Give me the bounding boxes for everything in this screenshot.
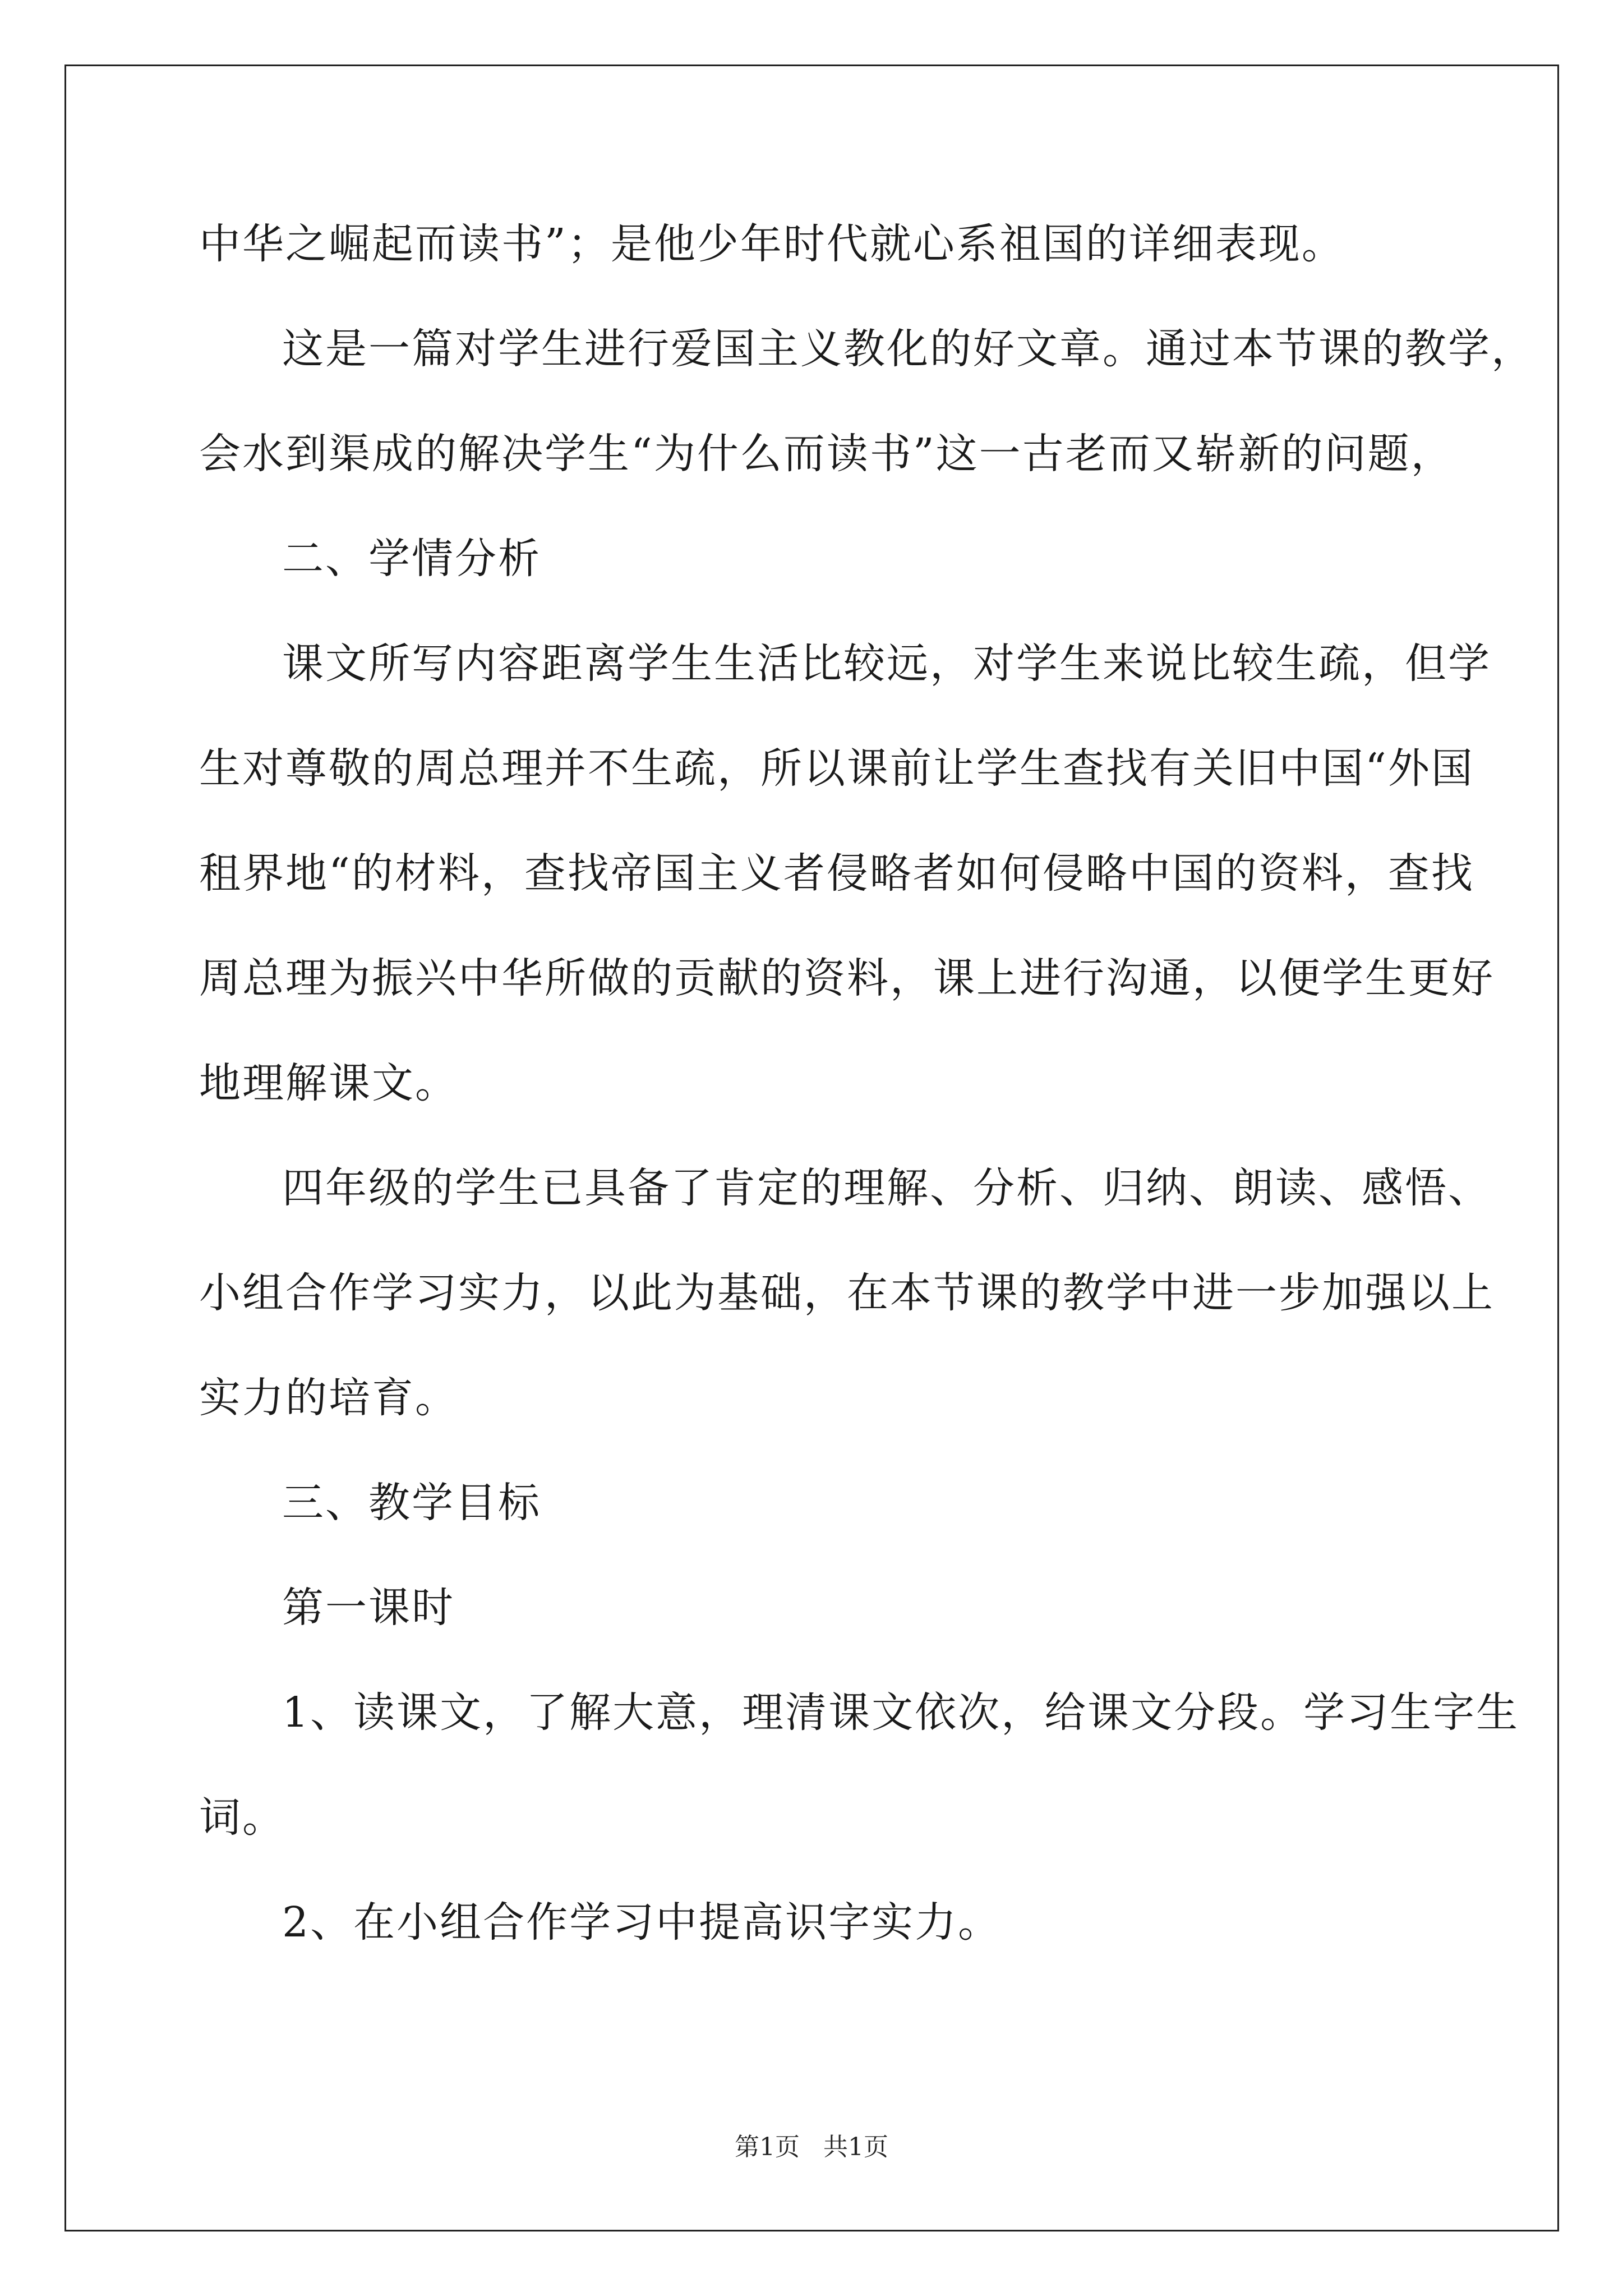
paragraph-line-2: 这是一篇对学生进行爱国主义教化的好文章。通过本节课的教学， bbox=[282, 325, 1534, 373]
goal-item-1: 1、读课文，了解大意，理清课文依次，给课文分段。学习生字生 bbox=[282, 1688, 1520, 1737]
goal-item-1-continued: 词。 bbox=[199, 1793, 285, 1842]
paragraph-line-9: 地理解课文。 bbox=[199, 1059, 458, 1107]
paragraph-line-5: 课文所写内容距离学生生活比较远，对学生来说比较生疏，但学 bbox=[282, 639, 1491, 688]
paragraph-line-3: 会水到渠成的解决学生“为什么而读书”这一古老而又崭新的问题， bbox=[199, 430, 1454, 478]
paragraph-line-1: 中华之崛起而读书”；是他少年时代就心系祖国的详细表现。 bbox=[199, 220, 1345, 268]
goal-item-2: 2、在小组合作学习中提高识字实力。 bbox=[282, 1898, 1002, 1947]
subheading-first-lesson: 第一课时 bbox=[282, 1584, 455, 1632]
section-heading-learning-analysis: 二、学情分析 bbox=[282, 535, 541, 583]
paragraph-line-7: 租界地“的材料，查找帝国主义者侵略者如何侵略中国的资料，查找 bbox=[199, 849, 1474, 898]
paragraph-line-11: 小组合作学习实力，以此为基础，在本节课的教学中进一步加强以上 bbox=[199, 1269, 1495, 1317]
paragraph-line-10: 四年级的学生已具备了肯定的理解、分析、归纳、朗读、感悟、 bbox=[282, 1164, 1491, 1212]
paragraph-line-8: 周总理为振兴中华所做的贡献的资料，课上进行沟通，以便学生更好 bbox=[199, 954, 1495, 1002]
section-heading-teaching-goals: 三、教学目标 bbox=[282, 1479, 541, 1527]
paragraph-line-12: 实力的培育。 bbox=[199, 1374, 458, 1422]
paragraph-line-6: 生对尊敬的周总理并不生疏，所以课前让学生查找有关旧中国“外国 bbox=[199, 744, 1474, 793]
page-number-footer: 第1页 共1页 bbox=[735, 2133, 888, 2161]
